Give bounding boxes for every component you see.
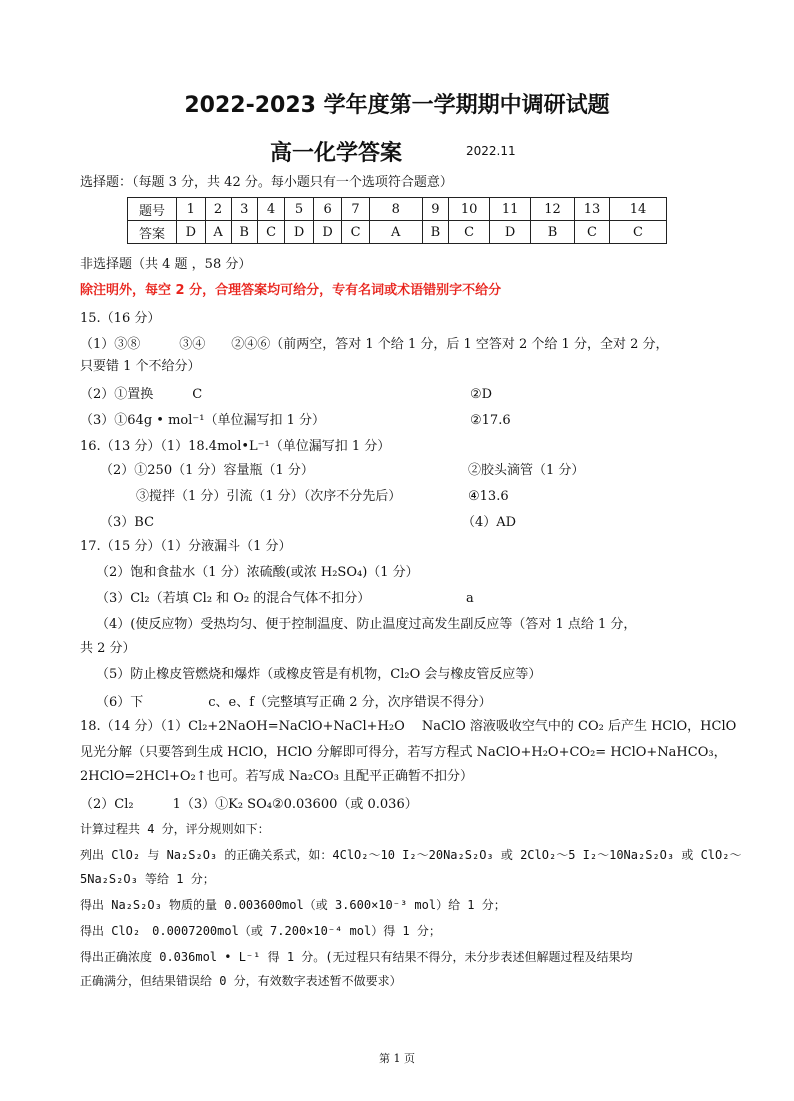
answer-cell: C bbox=[257, 221, 284, 244]
q17-line: （5）防止橡皮管燃烧和爆炸（或橡皮管是有机物，Cl₂O 会与橡皮管反应等） bbox=[96, 667, 542, 682]
q17-line: （4）(使反应物）受热均匀、便于控制温度、防止温度过高发生副反应等（答对 1 点给 1 分， bbox=[96, 617, 637, 632]
q-number: 10 bbox=[449, 198, 490, 221]
row-label-numbers: 题号 bbox=[128, 198, 177, 221]
q-number: 2 bbox=[205, 198, 231, 221]
answer-cell: D bbox=[313, 221, 342, 244]
answer-cell: D bbox=[285, 221, 314, 244]
answer-cell: D bbox=[177, 221, 206, 244]
q17-line: （6）下 c、e、f（完整填写正确 2 分，次序错误不得分） bbox=[96, 695, 492, 710]
q18-line: 2HClO=2HCl+O₂↑也可。若写成 Na₂CO₃ 且配平正确暂不扣分） bbox=[80, 769, 474, 784]
page-subtitle: 高一化学答案 bbox=[270, 141, 403, 166]
q-number: 8 bbox=[369, 198, 422, 221]
scoring-note: 除注明外，每空 2 分，合理答案均可给分，专有名词或术语错别字不给分 bbox=[80, 283, 502, 298]
q-number: 12 bbox=[531, 198, 575, 221]
q16-line: （3）BC bbox=[100, 515, 155, 530]
q-number: 7 bbox=[342, 198, 369, 221]
answer-cell: D bbox=[490, 221, 531, 244]
q-number: 11 bbox=[490, 198, 531, 221]
answer-table bbox=[127, 197, 667, 244]
q16-line: （4）AD bbox=[462, 515, 517, 530]
q16-line: ②胶头滴管（1 分） bbox=[468, 463, 585, 478]
q-number: 6 bbox=[313, 198, 342, 221]
answer-cell: B bbox=[422, 221, 448, 244]
q-number: 3 bbox=[231, 198, 257, 221]
q-number: 4 bbox=[257, 198, 284, 221]
q18-line: （2）Cl₂ 1（3）①K₂ SO₄②0.03600（或 0.036） bbox=[80, 797, 418, 812]
q16-line: ③搅拌（1 分）引流（1 分）（次序不分先后） bbox=[136, 489, 402, 504]
answer-row bbox=[128, 221, 667, 244]
q-number: 13 bbox=[575, 198, 610, 221]
q17-line: 共 2 分） bbox=[80, 641, 136, 656]
answer-cell: C bbox=[449, 221, 490, 244]
question-number-row bbox=[128, 198, 667, 221]
q-number: 5 bbox=[285, 198, 314, 221]
q16-line: （2）①250（1 分）容量瓶（1 分） bbox=[100, 463, 314, 478]
q17-line: （2）饱和食盐水（1 分）浓硫酸(或浓 H₂SO₄)（1 分） bbox=[96, 565, 419, 580]
q15-line: 只要错 1 个不给分） bbox=[80, 359, 201, 374]
page-title: 2022-2023 学年度第一学期期中调研试题 bbox=[184, 93, 610, 118]
q16-line: ④13.6 bbox=[468, 489, 509, 504]
row-label-answers: 答案 bbox=[128, 221, 177, 244]
q15-line: （2）①置换 C bbox=[80, 387, 203, 402]
answer-cell: B bbox=[531, 221, 575, 244]
q15-line: （1）③⑧ ③④ ②④⑥（前两空，答对 1 个给 1 分，后 1 空答对 2 个给 1 分，全对 2 分， bbox=[80, 337, 669, 352]
q18-line: 见光分解（只要答到生成 HClO，HClO 分解即可得分，若写方程式 NaClO+H₂O+CO₂= HClO+NaHCO₃， bbox=[80, 745, 727, 760]
answer-cell: A bbox=[369, 221, 422, 244]
q18-line: 列出 ClO₂ 与 Na₂S₂O₃ 的正确关系式，如：4ClO₂～10 I₂～20Na₂S₂O₃ 或 2ClO₂～5 I₂～10Na₂S₂O₃ 或 ClO₂～ bbox=[80, 848, 742, 862]
q16-heading: 16.（13 分）（1）18.4mol•L⁻¹（单位漏写扣 1 分） bbox=[80, 439, 391, 454]
q15-line: ②17.6 bbox=[470, 413, 511, 428]
q18-line: 计算过程共 4 分，评分规则如下： bbox=[80, 822, 270, 836]
q18-line: 5Na₂S₂O₃ 等给 1 分； bbox=[80, 872, 215, 886]
q-number: 14 bbox=[610, 198, 667, 221]
q18-line: 正确满分，但结果错误给 0 分，有效数字表述暂不做要求） bbox=[80, 974, 402, 988]
page-number: 第 1 页 bbox=[379, 1052, 415, 1065]
q17-line: （3）Cl₂（若填 Cl₂ 和 O₂ 的混合气体不扣分） bbox=[96, 591, 371, 606]
q18-line: 得出 ClO₂ 0.0007200mol（或 7.200×10⁻⁴ mol）得 1 分； bbox=[80, 924, 441, 938]
q18-heading: 18.（14 分）（1）Cl₂+2NaOH=NaClO+NaCl+H₂O NaClO 溶液吸收空气中的 CO₂ 后产生 HClO，HClO bbox=[80, 719, 737, 734]
q18-line: 得出 Na₂S₂O₃ 物质的量 0.003600mol（或 3.600×10⁻³ mol）给 1 分； bbox=[80, 898, 506, 912]
nonchoice-intro: 非选择题（共 4 题 ，58 分） bbox=[80, 257, 252, 272]
answer-cell: C bbox=[342, 221, 369, 244]
title-date: 2022.11 bbox=[466, 144, 516, 158]
answer-cell: A bbox=[205, 221, 231, 244]
q-number: 1 bbox=[177, 198, 206, 221]
q15-line: ②D bbox=[470, 387, 493, 402]
answer-cell: C bbox=[610, 221, 667, 244]
q17-heading: 17.（15 分）（1）分液漏斗（1 分） bbox=[80, 539, 292, 554]
q15-line: （3）①64g • mol⁻¹（单位漏写扣 1 分） bbox=[80, 413, 325, 428]
q18-line: 得出正确浓度 0.036mol • L⁻¹ 得 1 分。(无过程只有结果不得分，未分步表述但解题过程及结果均 bbox=[80, 950, 633, 964]
answer-cell: B bbox=[231, 221, 257, 244]
choice-intro: 选择题：（每题 3 分，共 42 分。每小题只有一个选项符合题意） bbox=[80, 175, 453, 190]
q-number: 9 bbox=[422, 198, 448, 221]
q15-heading: 15.（16 分） bbox=[80, 311, 161, 326]
answer-cell: C bbox=[575, 221, 610, 244]
q17-line: a bbox=[466, 591, 474, 606]
